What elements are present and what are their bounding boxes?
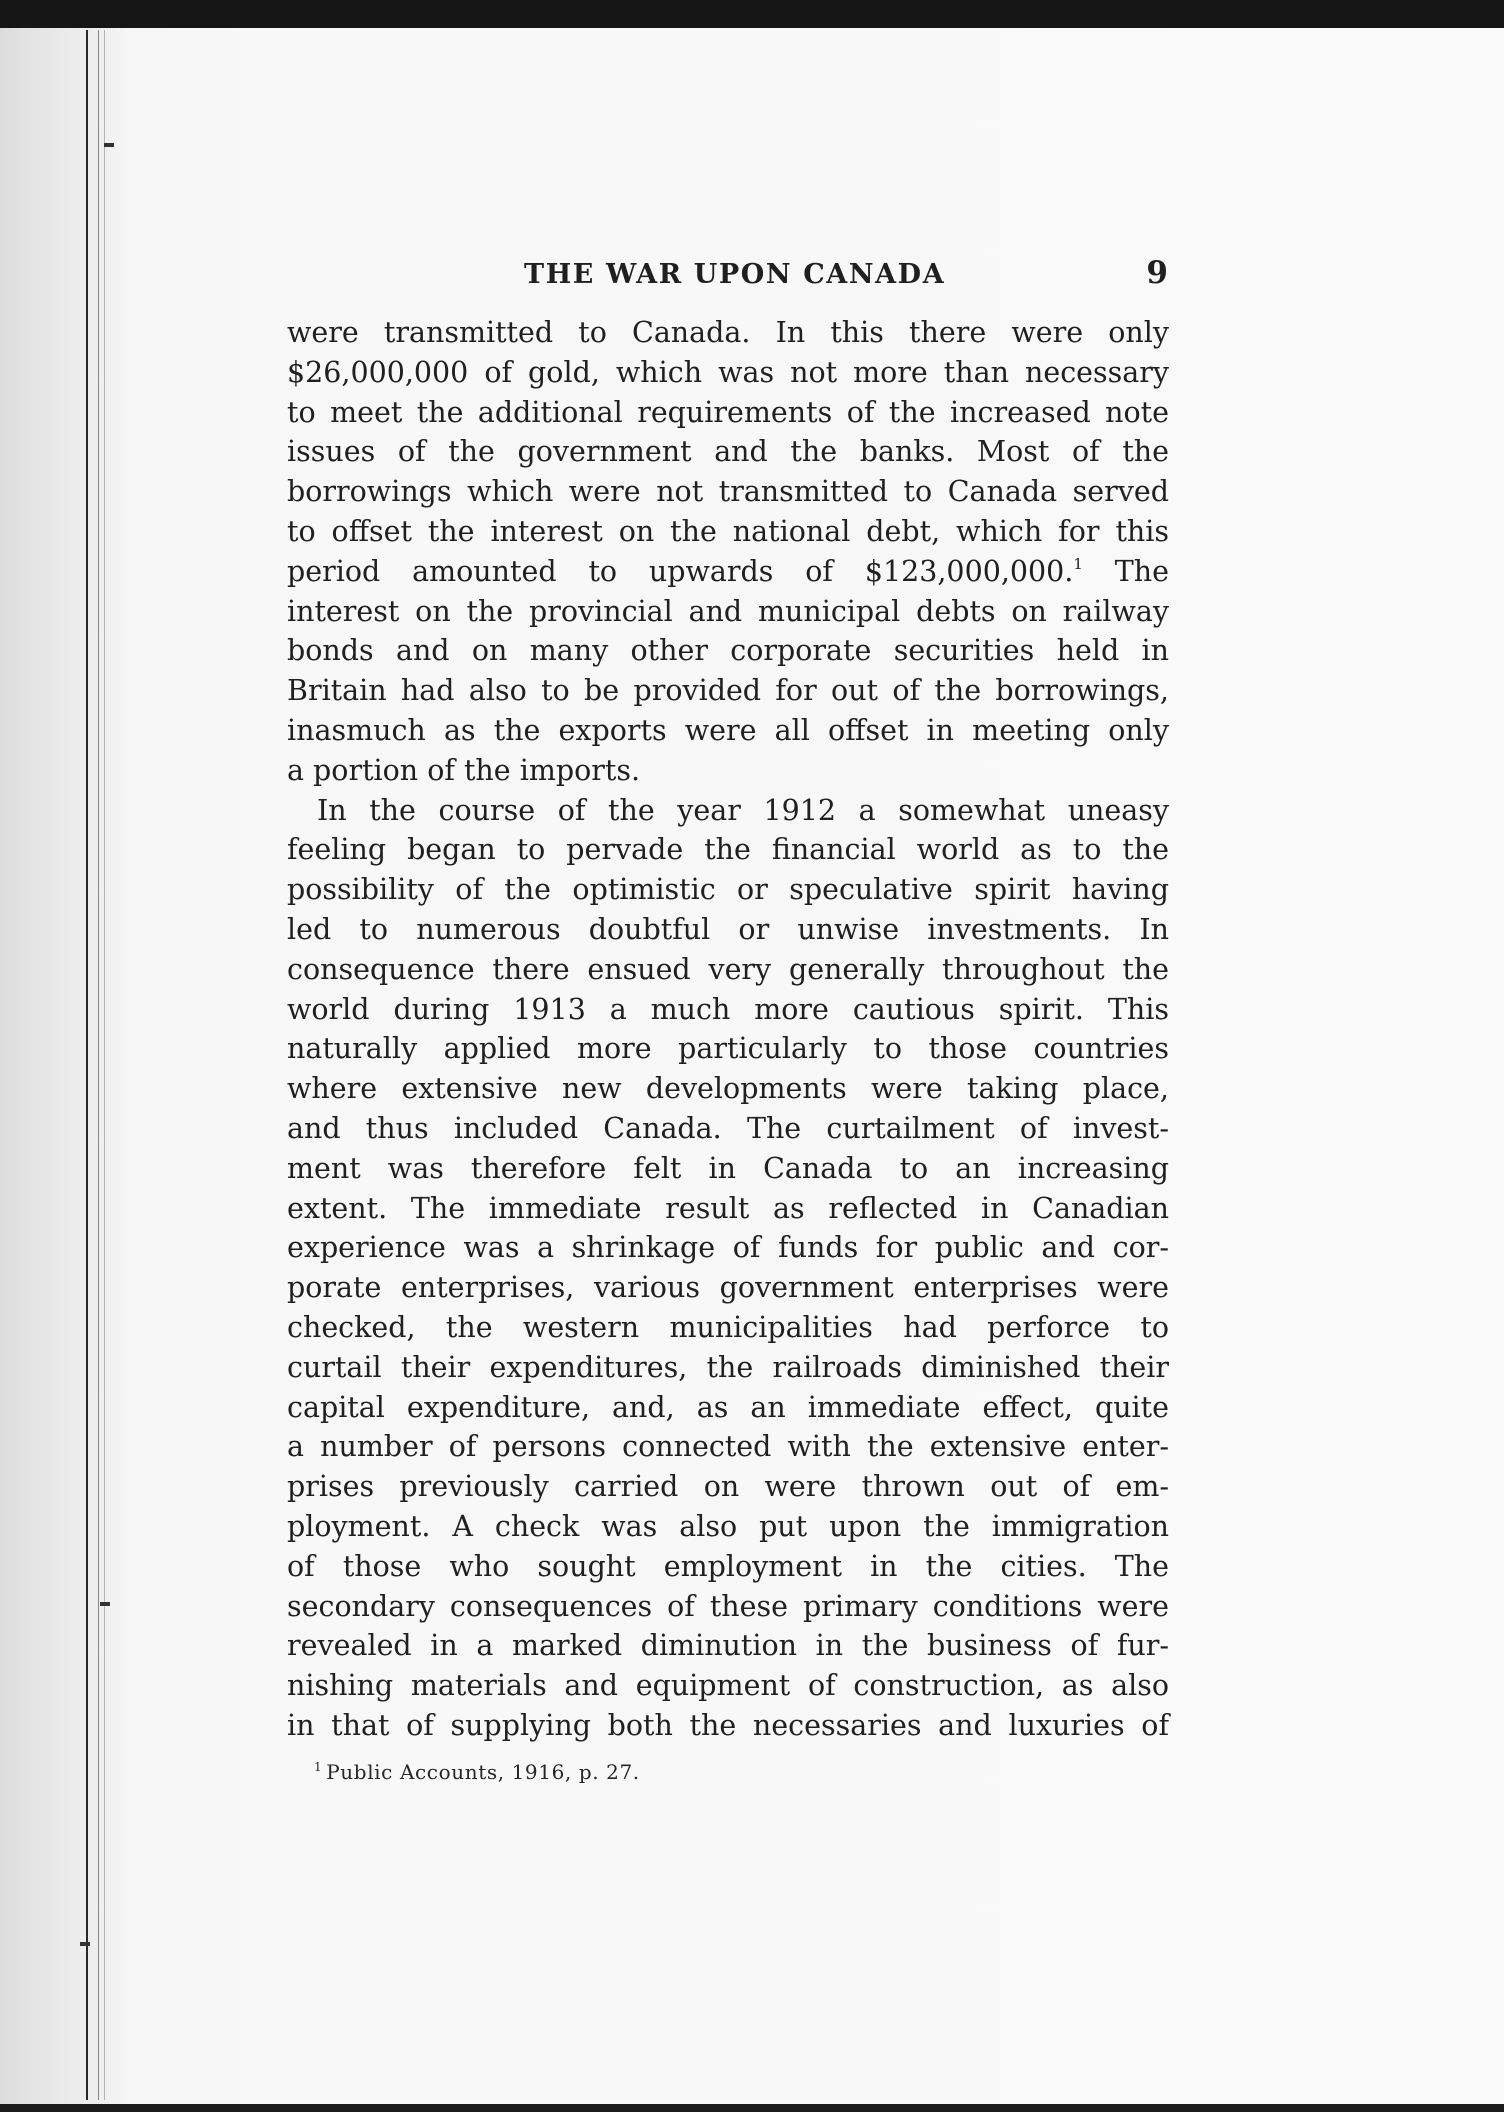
binding-edge-line [104,30,105,2100]
text-line: bonds and on many other corporate securities held in [287,634,1169,668]
text-line: ment was therefore felt in Canada to an increasing [287,1151,1169,1185]
text-line: borrowings which were not transmitted to Canada served [287,475,1169,509]
text-line: Britain had also to be provided for out of the borrowings, [287,674,1169,708]
text-line: secondary consequences of these primary conditions were [287,1589,1169,1623]
binding-mark [80,1942,90,1946]
text-line: porate enterprises, various government enterprises were [287,1271,1169,1305]
text-line: extent. The immediate result as reflected in Canadian [287,1191,1169,1225]
text-line: nishing materials and equipment of construction, as also [287,1669,1169,1703]
footnote-reference: 1 [1073,554,1083,573]
text-line: checked, the western municipalities had perforce to [287,1310,1169,1344]
binding-mark [100,1602,110,1606]
page-number: 9 [1146,255,1168,291]
text-line: prises previously carried on were thrown out of em- [287,1470,1169,1504]
text-line: ployment. A check was also put upon the immigration [287,1509,1169,1543]
text-line-part: period amounted to upwards of $123,000,000. [287,554,1074,588]
text-line: a number of persons connected with the extensive enter- [287,1430,1169,1464]
running-head: THE WAR UPON CANADA [524,259,946,290]
book-gutter [0,28,92,2106]
text-line: of those who sought employment in the cities. The [287,1549,1169,1583]
text-line: interest on the provincial and municipal debts on railway [287,594,1169,628]
text-line: world during 1913 a much more cautious spirit. This [287,992,1169,1026]
text-line: $26,000,000 of gold, which was not more than necessary [287,355,1169,389]
text-line: in that of supplying both the necessaries and luxuries of [287,1708,1169,1742]
text-line-with-footnote [287,552,1169,592]
text-line: were transmitted to Canada. In this there were only [287,316,1169,349]
footnote-mark: 1 [314,1760,323,1774]
binding-edge-line [98,30,99,2100]
paragraph-last-line: a portion of the imports. [287,753,641,787]
text-line: capital expenditure, and, as an immediate effect, quite [287,1390,1169,1424]
text-line: issues of the government and the banks. Most of the [287,435,1169,469]
scanner-bottom-border [0,2104,1504,2112]
text-line: possibility of the optimistic or speculative spirit having [287,873,1169,907]
text-line: where extensive new developments were taking place, [287,1072,1169,1106]
text-line: experience was a shrinkage of funds for public and cor- [287,1231,1169,1265]
binding-edge-line [86,30,88,2100]
text-line: naturally applied more particularly to those countries [287,1032,1169,1066]
text-line: consequence there ensued very generally throughout the [287,952,1169,986]
text-line: revealed in a marked diminution in the business of fur- [287,1629,1169,1663]
text-line: to offset the interest on the national debt, which for this [287,514,1169,548]
binding-mark [104,143,114,147]
text-line: feeling began to pervade the financial world as to the [287,833,1169,867]
text-line: curtail their expenditures, the railroads diminished their [287,1350,1169,1384]
text-line-part: The [1114,554,1170,588]
footnote [314,1760,640,1784]
text-line: inasmuch as the exports were all offset in meeting only [287,713,1169,747]
page-header [288,253,1168,303]
text-line: led to numerous doubtful or unwise investments. In [287,912,1169,946]
footnote-text: Public Accounts, 1916, p. 27. [326,1760,640,1784]
paragraph-first-line: In the course of the year 1912 a somewhat uneasy [317,793,1169,827]
text-line: to meet the additional requirements of the increased note [287,395,1169,429]
scanner-top-border [0,0,1504,30]
body-text [287,313,1169,1746]
text-line: and thus included Canada. The curtailment of invest- [287,1111,1169,1145]
